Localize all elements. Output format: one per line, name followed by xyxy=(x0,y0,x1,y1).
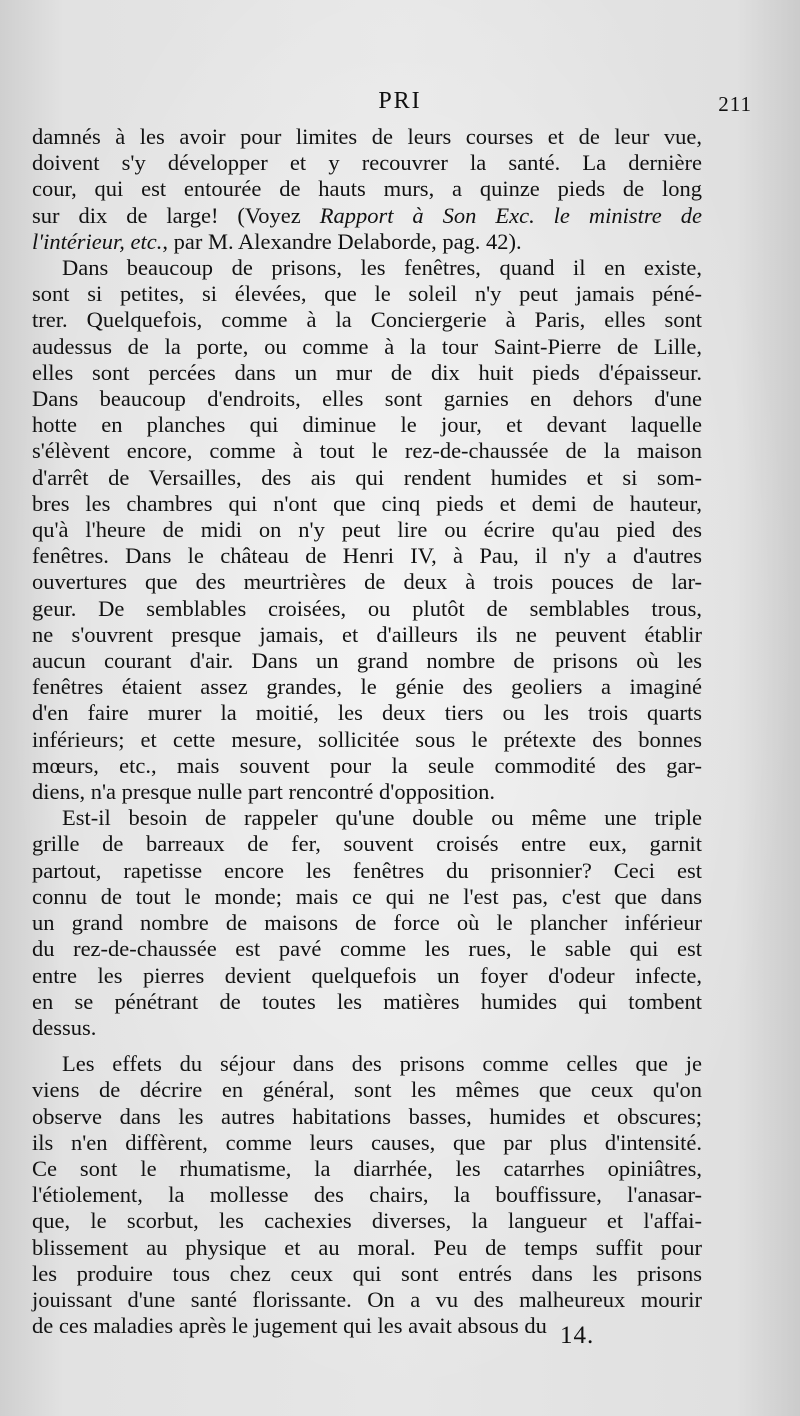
text-line: l'étiolement, la mollesse des chairs, la bouffissure, l'anasar- xyxy=(32,1182,702,1208)
text-line: inférieurs; et cette mesure, sollicitée sous le prétexte des bonnes xyxy=(32,726,702,752)
paragraph xyxy=(32,1051,702,1339)
text-line: ouvertures que des meurtrières de deux à trois pouces de lar- xyxy=(32,569,702,595)
text-line: entre les pierres devient quelquefois un foyer d'odeur infecte, xyxy=(32,962,702,988)
paragraph xyxy=(32,805,702,1041)
page-number: 211 xyxy=(718,92,752,116)
text-line: Est-il besoin de rappeler qu'une double ou même une triple xyxy=(62,805,702,831)
text-line: audessus de la porte, ou comme à la tour Saint-Pierre de Lille, xyxy=(32,333,702,359)
text-line: observe dans les autres habitations basses, humides et obscures; xyxy=(32,1103,702,1129)
page-header xyxy=(30,88,770,118)
text-line: bres les chambres qui n'ont que cinq pieds et demi de hauteur, xyxy=(32,490,702,516)
text-line: un grand nombre de maisons de force où le plancher inférieur xyxy=(32,910,702,936)
text-line: grille de barreaux de fer, souvent croisés entre eux, garnit xyxy=(32,831,702,857)
text-line: aucun courant d'air. Dans un grand nombre de prisons où les xyxy=(32,648,702,674)
text-line: l'intérieur, etc., par M. Alexandre Delaborde, pag. 42). xyxy=(32,228,522,254)
text-line: trer. Quelquefois, comme à la Conciergerie à Paris, elles sont xyxy=(32,307,702,333)
cited-title: Rapport à Son Exc. le ministre de xyxy=(319,202,702,228)
text-line: Dans beaucoup de prisons, les fenêtres, quand il en existe, xyxy=(62,255,702,281)
text-line: Ce sont le rhumatisme, la diarrhée, les catarrhes opiniâtres, xyxy=(32,1155,702,1181)
text-line: jouissant d'une santé florissante. On a vu des malheureux mourir xyxy=(32,1286,702,1312)
text-line: d'arrêt de Versailles, des ais qui rendent humides et si som- xyxy=(32,464,702,490)
text-line: partout, rapetisse encore les fenêtres du prisonnier? Ceci est xyxy=(32,857,702,883)
paragraph xyxy=(32,124,702,255)
cited-title: l'intérieur, etc. xyxy=(32,228,163,254)
text-line: les produire tous chez ceux qui sont entrés dans les prisons xyxy=(32,1260,702,1286)
text-line: connu de tout le monde; mais ce qui ne l'est pas, c'est que dans xyxy=(32,883,702,909)
text-line: fenêtres. Dans le château de Henri IV, à Pau, il n'y a d'autres xyxy=(32,543,702,569)
text-line: Dans beaucoup d'endroits, elles sont garnies en dehors d'une xyxy=(32,386,702,412)
text-line: sur dix de large! (Voyez Rapport à Son Exc. le ministre de xyxy=(32,202,702,228)
text-line: blissement au physique et au moral. Peu de temps suffit pour xyxy=(32,1234,702,1260)
text-line: hotte en planches qui diminue le jour, et devant laquelle xyxy=(32,412,702,438)
text-line: diens, n'a presque nulle part rencontré d'opposition. xyxy=(32,779,495,805)
text-line: qu'à l'heure de midi on n'y peut lire ou écrire qu'au pied des xyxy=(32,517,702,543)
paragraph-gap xyxy=(32,1041,702,1051)
text-line: de ces maladies après le jugement qui les avait absous du xyxy=(32,1313,547,1339)
text-line: fenêtres étaient assez grandes, le génie des geoliers a imaginé xyxy=(32,674,702,700)
text-line: ils n'en diffèrent, comme leurs causes, que par plus d'intensité. xyxy=(32,1129,702,1155)
body-text xyxy=(32,124,702,1339)
running-head: PRI xyxy=(378,88,422,114)
text-line: sont si petites, si élevées, que le soleil n'y peut jamais péné- xyxy=(32,281,702,307)
signature-mark: 14. xyxy=(560,1322,595,1349)
text-line: damnés à les avoir pour limites de leurs courses et de leur vue, xyxy=(32,124,702,149)
text-line: d'en faire murer la moitié, les deux tiers ou les trois quarts xyxy=(32,700,702,726)
text-line: cour, qui est entourée de hauts murs, a quinze pieds de long xyxy=(32,176,702,202)
text-line: mœurs, etc., mais souvent pour la seule commodité des gar- xyxy=(32,752,702,778)
text-line: Les effets du séjour dans des prisons comme celles que je xyxy=(62,1051,702,1077)
text-line: en se pénétrant de toutes les matières humides qui tombent xyxy=(32,988,702,1014)
text-line: doivent s'y développer et y recouvrer la santé. La dernière xyxy=(32,150,702,176)
text-line: s'élèvent encore, comme à tout le rez-de-chaussée de la maison xyxy=(32,438,702,464)
text-line: geur. De semblables croisées, ou plutôt de semblables trous, xyxy=(32,595,702,621)
text-line: viens de décrire en général, sont les mêmes que ceux qu'on xyxy=(32,1077,702,1103)
text-line: elles sont percées dans un mur de dix huit pieds d'épaisseur. xyxy=(32,359,702,385)
text-line: dessus. xyxy=(32,1014,97,1040)
text-line: du rez-de-chaussée est pavé comme les rues, le sable qui est xyxy=(32,936,702,962)
paragraph xyxy=(32,255,702,805)
text-line: que, le scorbut, les cachexies diverses, la langueur et l'affai- xyxy=(32,1208,702,1234)
text-line: ne s'ouvrent presque jamais, et d'ailleurs ils ne peuvent établir xyxy=(32,621,702,647)
